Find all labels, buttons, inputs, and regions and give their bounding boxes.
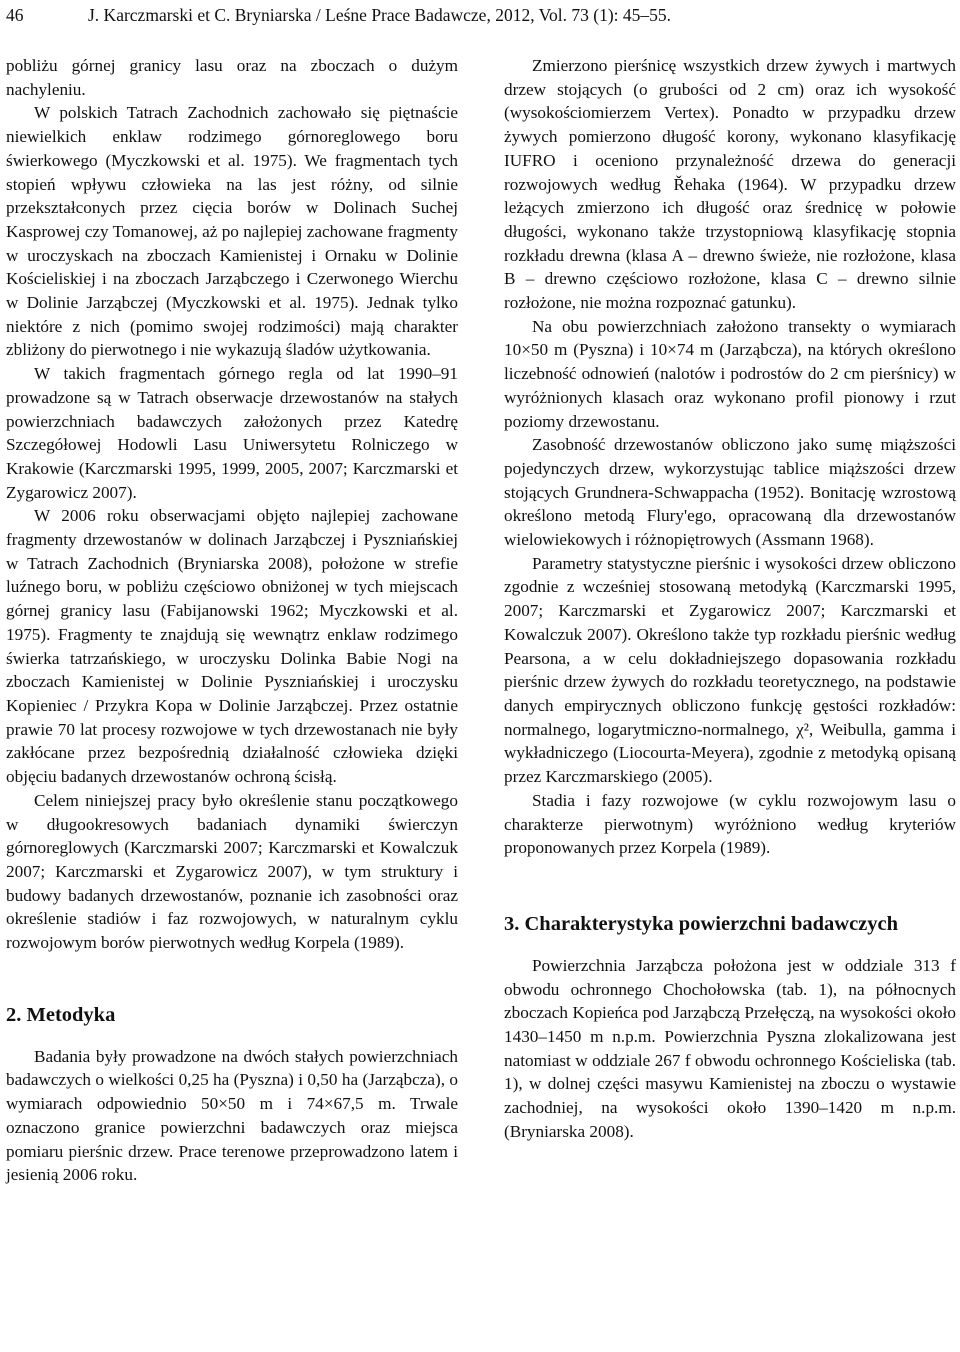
paragraph: W polskich Tatrach Zachodnich zachowało się piętnaście niewielkich enklaw rodzimego górnoreglowego boru świerkowego (Myczkowski et al. 1975). We fragmentach tych stopień wpływu człowieka na las jest różny, od silnie przekształconych przez cięcia borów w Dolinach Suchej Kasprowej czy Tomanowej, aż po najlepiej zachowane fragmenty w uroczyskach na zboczach Kamienistej i Ornaku w Dolinie Kościeliskiej i na zboczach Jarząbczego i Czerwonego Wierchu w Dolinie Jarząbczej (Myczkowski et al. 1975). Jednak tylko niektóre z nich (pomimo swojej rodzimości) mają charakter zbliżony do pierwotnego i nie wykazują śladów użytkowania. <box>6 103 458 360</box>
paragraph: W takich fragmentach górnego regla od lat 1990–91 prowadzone są w Tatrach obserwacje drzewostanów na stałych powierzchniach badawczych założonych przez Katedrę Szczegółowej Hodowli Lasu Uniwersytetu Rolniczego w Krakowie (Karczmarski 1995, 1999, 2005, 2007; Karczmarski et Zygarowicz 2007). <box>6 364 458 502</box>
section-heading-charakterystyka: 3. Charakterystyka powierzchni badawczych <box>504 912 899 935</box>
paragraph: pobliżu górnej granicy lasu oraz na zboczach o dużym nachyleniu. <box>6 56 458 99</box>
paragraph: Stadia i fazy rozwojowe (w cyklu rozwojowym lasu o charakterze pierwotnym) wyróżniono według kryteriów proponowanych przez Korpela (1989). <box>504 790 956 858</box>
paragraph: Zasobność drzewostanów obliczono jako sumę miąższości pojedynczych drzew, wykorzystując tablice miąższości drzew stojących Grundnera-Schwappacha (1952). Bonitację wzrostową określono metodą Flury'ego, opracowaną dla drzewostanów wielowiekowych i różnopiętrowych (Assmann 1968). <box>504 435 956 550</box>
paragraph: Na obu powierzchniach założono transekty o wymiarach 10×50 m (Pyszna) i 10×74 m (Jarząbcza), na których określono liczebność odnowień (nalotów i podrostów do 2 cm pierśnicy) w wyróżnionych klasach oraz wykonano profil pionowy i rzut poziomy drzewostanu. <box>504 316 956 431</box>
right-column <box>504 54 956 1144</box>
left-column <box>6 54 458 1187</box>
page-number: 46 <box>6 5 24 25</box>
paragraph: Zmierzono pierśnicę wszystkich drzew żywych i martwych drzew stojących (o grubości od 2 cm) oraz ich wysokość (wysokościomierzem Vertex). Ponadto w przypadku drzew żywych pomierzono długość korony, wykonano klasyfikację IUFRO i oceniono przynależność drzewa do generacji rozwojowych według Řehaka (1964). W przypadku drzew leżących zmierzono ich długość oraz średnicę w połowie długości, wykonano także trzystopniową klasyfikację stopnia rozkładu drewna (klasa A – drewno świeże, nie rozłożone, klasa B – drewno częściowo rozłożone, klasa C – drewno silnie rozłożone, nie można rozpoznać gatunku). <box>504 56 956 313</box>
paragraph: Badania były prowadzone na dwóch stałych powierzchniach badawczych o wielkości 0,25 ha (Pyszna) i 0,50 ha (Jarząbcza), o wymiarach odpowiednio 50×50 m i 74×67,5 m. Trwale oznaczono granice powierzchni badawczych oraz miejsca pomiaru pierśnic drzew. Prace terenowe przeprowadzono latem i jesienią 2006 roku. <box>6 1046 458 1185</box>
paragraph: Celem niniejszej pracy było określenie stanu początkowego w długookresowych badaniach dynamiki świerczyn górnoreglowych (Karczmarski 2007; Karczmarski et Kowalczuk 2007; Karczmarski et Zygarowicz 2007), w tym struktury i budowy badanych drzewostanów, poznanie ich zasobności oraz określenie stadiów i faz rozwojowych, w naturalnym cyklu rozwojowym borów pierwotnych według Korpela (1989). <box>6 790 458 953</box>
paragraph: W 2006 roku obserwacjami objęto najlepiej zachowane fragmenty drzewostanów w dolinach Jarząbczej i Pyszniańskiej w Tatrach Zachodnich (Bryniarska 2008), położone w strefie luźnego boru, w pobliżu częściowo obniżonej w tych miejscach górnej granicy lasu (Fabijanowski 1962; Myczkowski et al. 1975). Fragmenty te znajdują się wewnątrz enklaw rodzimego świerka tatrzańskiego, w uroczysku Dolinka Babie Nogi na zboczach Kamienistej w Dolinie Pyszniańskiej i uroczysku Kopieniec / Przykra Kopa w Dolinie Jarząbczej. Przez ostatnie prawie 70 lat procesy rozwojowe w tych drzewostanach nie były zakłócane przez bezpośrednią działalność człowieka dzięki objęciu badanych drzewostanów ochroną ścisłą. <box>6 506 458 787</box>
running-header <box>6 4 946 26</box>
paragraph: Parametry statystyczne pierśnic i wysokości drzew obliczono zgodnie z wcześniej stosowaną metodyką (Karczmarski 1995, 2007; Karczmarski et Zygarowicz 2007; Karczmarski et Kowalczuk 2007). Określono także typ rozkładu pierśnic według Pearsona, a w celu dokładniejszego dopasowania rozkładu pierśnic drzew żywych do rozkładu teoretycznego, na podstawie danych empirycznych obliczono funkcję gęstości rozkładów: normalnego, logarytmiczno-normalnego, χ², Weibulla, gamma i wykładniczego (Liocourta-Meyera), zgodnie z metodyką opisaną przez Karczmarskiego (2005). <box>504 553 956 787</box>
section-heading-metodyka: 2. Metodyka <box>6 1003 116 1026</box>
running-title: J. Karczmarski et C. Bryniarska / Leśne Prace Badawcze, 2012, Vol. 73 (1): 45–55. <box>88 5 672 25</box>
paragraph: Powierzchnia Jarząbcza położona jest w oddziale 313 f obwodu ochronnego Chochołowska (tab. 1), na północnych zboczach Kopieńca pod Jarząbczą Przełęczą, na wysokości około 1430–1450 m n.p.m. Powierzchnia Pyszna zlokalizowana jest natomiast w oddziale 267 f obwodu ochronnego Kościeliska (tab. 1), w dolnej części masywu Kamienistej na zboczu o wystawie zachodniej, na wysokości około 1390–1420 m n.p.m. (Bryniarska 2008). <box>504 955 956 1141</box>
